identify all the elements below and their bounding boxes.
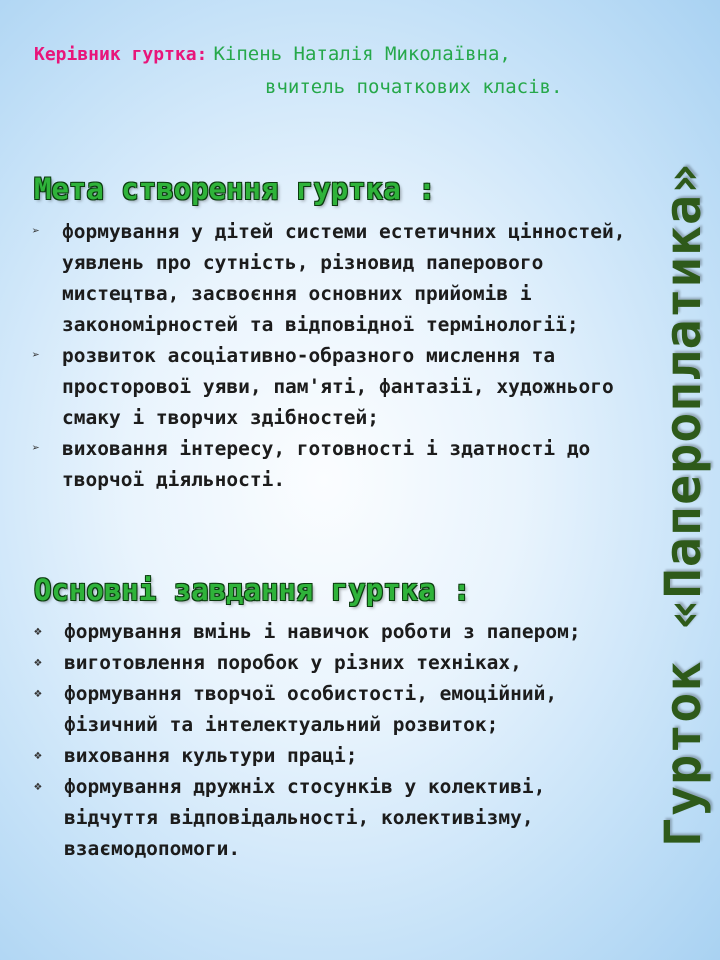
arrow-bullet-icon: ➢: [32, 224, 40, 239]
leader-block: [34, 38, 562, 103]
list-item: ❖ формування дружніх стосунків у колективі, відчуття відповідальності, колективізму, взаємодопомоги.: [28, 771, 648, 864]
side-title: Гурток «Папероплатика»: [654, 162, 712, 848]
list-item: ➢ розвиток асоціативно-образного мислення та просторової уяви, пам'яті, фантазії, художнього смаку і творчих здібностей;: [26, 340, 641, 433]
leader-label: Керівник гуртка:: [34, 44, 208, 65]
leader-position: вчитель початкових класів.: [265, 76, 563, 98]
tasks-list: [28, 616, 648, 864]
list-item: ❖ формування вмінь і навичок роботи з папером;: [28, 616, 648, 647]
goal-list: [26, 216, 641, 495]
goal-heading: Мета створення гуртка :: [34, 172, 436, 206]
arrow-bullet-icon: ➢: [32, 348, 40, 363]
list-item: ❖ формування творчої особистості, емоційний, фізичний та інтелектуальний розвиток;: [28, 678, 648, 740]
arrow-bullet-icon: ➢: [32, 441, 40, 456]
diamond-bullet-icon: ❖: [34, 748, 42, 763]
diamond-bullet-icon: ❖: [34, 779, 42, 794]
diamond-bullet-icon: ❖: [34, 655, 42, 670]
diamond-bullet-icon: ❖: [34, 686, 42, 701]
list-item: ❖ виховання культури праці;: [28, 740, 648, 771]
leader-name: Кіпень Наталія Миколаївна,: [213, 43, 511, 65]
side-title-container: [648, 60, 718, 950]
list-item: ➢ формування у дітей системи естетичних цінностей, уявлень про сутність, різновид паперового мистецтва, засвоєння основних прийомів і закономірностей та відповідної термінології;: [26, 216, 641, 340]
list-item: ➢ виховання інтересу, готовності і здатності до творчої діяльності.: [26, 433, 641, 495]
tasks-heading: Основні завдання гуртка :: [34, 573, 471, 607]
diamond-bullet-icon: ❖: [34, 624, 42, 639]
list-item: ❖ виготовлення поробок у різних техніках,: [28, 647, 648, 678]
